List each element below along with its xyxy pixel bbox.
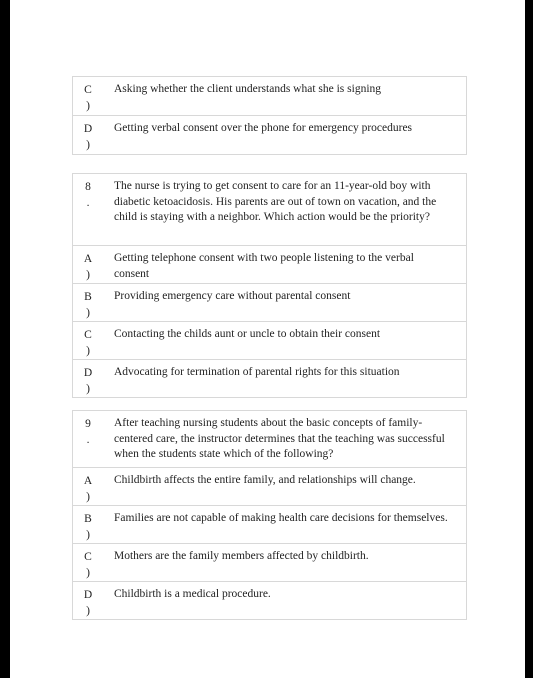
option-text: Families are not capable of making health care decisions for themselves. bbox=[114, 512, 448, 524]
option-text: Childbirth affects the entire family, and relationships will change. bbox=[114, 474, 416, 486]
option-d-row bbox=[73, 115, 466, 154]
option-label: C ) bbox=[84, 551, 92, 579]
option-label: A ) bbox=[83, 253, 93, 281]
document-page bbox=[10, 0, 525, 678]
option-label: D ) bbox=[83, 123, 93, 151]
option-c-row bbox=[73, 321, 466, 359]
question-text: After teaching nursing students about the basic concepts of family-centered care, the instructor determines that the teaching was successful when the students state which of the following? bbox=[114, 417, 445, 460]
option-label: A ) bbox=[83, 475, 93, 503]
question-row bbox=[73, 174, 466, 245]
option-label: B ) bbox=[84, 291, 92, 319]
question-text: The nurse is trying to get consent to care for an 11-year-old boy with diabetic ketoacidosis. His parents are out of town on vacation, and the child is staying with a neighbor. Which action would be the priority? bbox=[114, 180, 437, 223]
option-text: Asking whether the client understands what she is signing bbox=[114, 83, 382, 95]
option-label: C ) bbox=[84, 84, 92, 112]
option-text: Advocating for termination of parental rights for this situation bbox=[114, 366, 400, 378]
option-text: Getting telephone consent with two people listening to the verbal consent bbox=[114, 252, 414, 280]
question-9-table bbox=[72, 410, 467, 620]
option-a-row bbox=[73, 467, 466, 505]
option-d-row bbox=[73, 581, 466, 619]
question-number: 9 . bbox=[85, 418, 91, 446]
option-text: Providing emergency care without parental consent bbox=[114, 290, 351, 302]
option-label: C ) bbox=[84, 329, 92, 357]
option-text: Mothers are the family members affected by childbirth. bbox=[114, 550, 369, 562]
question-number: 8 . bbox=[85, 181, 91, 209]
option-label: B ) bbox=[84, 513, 92, 541]
option-c-row bbox=[73, 77, 466, 115]
question-8-table bbox=[72, 173, 467, 398]
option-text: Getting verbal consent over the phone for emergency procedures bbox=[114, 122, 413, 134]
option-text: Childbirth is a medical procedure. bbox=[114, 588, 271, 600]
option-d-row bbox=[73, 359, 466, 397]
option-b-row bbox=[73, 505, 466, 543]
option-label: D ) bbox=[83, 367, 93, 395]
option-b-row bbox=[73, 283, 466, 321]
option-label: D ) bbox=[83, 589, 93, 617]
option-c-row bbox=[73, 543, 466, 581]
option-a-row bbox=[73, 245, 466, 283]
question-row bbox=[73, 411, 466, 467]
question-7-options-table bbox=[72, 76, 467, 155]
option-text: Contacting the childs aunt or uncle to obtain their consent bbox=[114, 328, 381, 340]
